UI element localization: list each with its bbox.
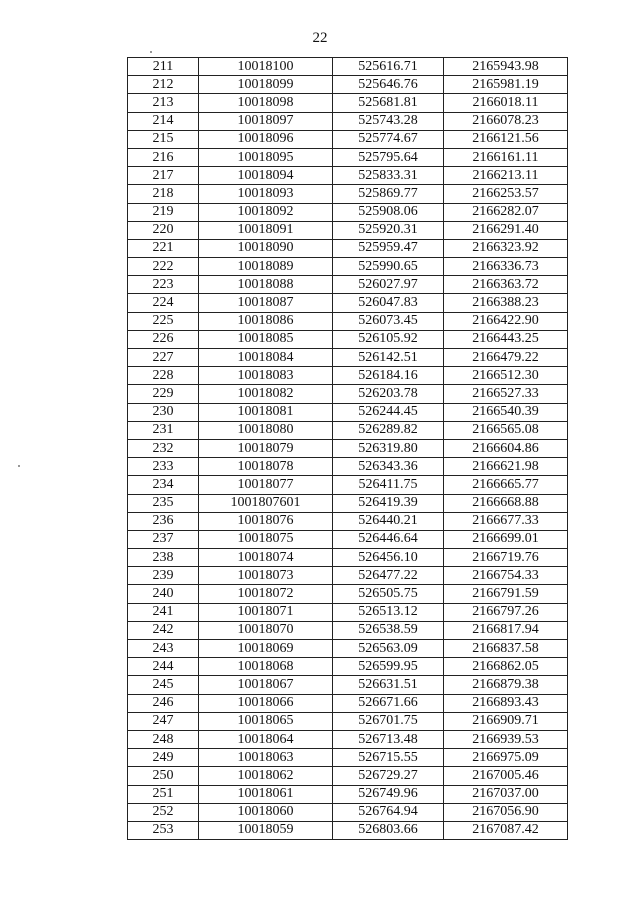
point-id-cell: 10018067	[199, 676, 333, 694]
table-row	[128, 494, 568, 512]
x-coordinate-cell: 525990.65	[333, 258, 444, 276]
point-id-cell: 10018062	[199, 767, 333, 785]
point-number-cell: 211	[128, 58, 199, 76]
point-id-cell: 10018060	[199, 803, 333, 821]
point-id-cell: 10018072	[199, 585, 333, 603]
y-coordinate-cell: 2166719.76	[444, 549, 568, 567]
point-id-cell: 10018073	[199, 567, 333, 585]
x-coordinate-cell: 526715.55	[333, 749, 444, 767]
point-number-cell: 252	[128, 803, 199, 821]
point-id-cell: 10018086	[199, 312, 333, 330]
point-id-cell: 10018095	[199, 148, 333, 166]
x-coordinate-cell: 526184.16	[333, 367, 444, 385]
table-row	[128, 676, 568, 694]
table-row	[128, 767, 568, 785]
point-id-cell: 10018093	[199, 185, 333, 203]
scan-speck	[150, 51, 152, 53]
x-coordinate-cell: 525908.06	[333, 203, 444, 221]
point-id-cell: 10018083	[199, 367, 333, 385]
point-id-cell: 10018080	[199, 421, 333, 439]
point-number-cell: 246	[128, 694, 199, 712]
table-row	[128, 167, 568, 185]
y-coordinate-cell: 2167087.42	[444, 821, 568, 839]
table-row	[128, 458, 568, 476]
x-coordinate-cell: 526749.96	[333, 785, 444, 803]
x-coordinate-cell: 526803.66	[333, 821, 444, 839]
x-coordinate-cell: 526027.97	[333, 276, 444, 294]
point-number-cell: 229	[128, 385, 199, 403]
point-number-cell: 245	[128, 676, 199, 694]
point-id-cell: 10018092	[199, 203, 333, 221]
y-coordinate-cell: 2166121.56	[444, 130, 568, 148]
point-number-cell: 223	[128, 276, 199, 294]
table-row	[128, 658, 568, 676]
point-id-cell: 10018100	[199, 58, 333, 76]
x-coordinate-cell: 526764.94	[333, 803, 444, 821]
point-id-cell: 10018082	[199, 385, 333, 403]
scan-speck	[18, 465, 20, 467]
x-coordinate-cell: 525795.64	[333, 148, 444, 166]
table-row	[128, 603, 568, 621]
y-coordinate-cell: 2166668.88	[444, 494, 568, 512]
y-coordinate-cell: 2166323.92	[444, 239, 568, 257]
point-number-cell: 214	[128, 112, 199, 130]
point-number-cell: 213	[128, 94, 199, 112]
point-id-cell: 10018074	[199, 549, 333, 567]
x-coordinate-cell: 526319.80	[333, 439, 444, 457]
y-coordinate-cell: 2166677.33	[444, 512, 568, 530]
table-row	[128, 112, 568, 130]
table-row	[128, 512, 568, 530]
table-row	[128, 330, 568, 348]
y-coordinate-cell: 2166893.43	[444, 694, 568, 712]
x-coordinate-cell: 526631.51	[333, 676, 444, 694]
point-number-cell: 253	[128, 821, 199, 839]
table-row	[128, 749, 568, 767]
point-number-cell: 241	[128, 603, 199, 621]
point-id-cell: 10018064	[199, 730, 333, 748]
point-number-cell: 233	[128, 458, 199, 476]
table-row	[128, 421, 568, 439]
point-number-cell: 221	[128, 239, 199, 257]
point-number-cell: 250	[128, 767, 199, 785]
x-coordinate-cell: 525646.76	[333, 76, 444, 94]
y-coordinate-cell: 2166909.71	[444, 712, 568, 730]
point-number-cell: 217	[128, 167, 199, 185]
x-coordinate-cell: 525920.31	[333, 221, 444, 239]
x-coordinate-cell: 525774.67	[333, 130, 444, 148]
table-row	[128, 730, 568, 748]
point-number-cell: 216	[128, 148, 199, 166]
point-id-cell: 10018087	[199, 294, 333, 312]
table-row	[128, 367, 568, 385]
point-number-cell: 225	[128, 312, 199, 330]
x-coordinate-cell: 526073.45	[333, 312, 444, 330]
x-coordinate-cell: 526477.22	[333, 567, 444, 585]
x-coordinate-cell: 526446.64	[333, 530, 444, 548]
point-number-cell: 240	[128, 585, 199, 603]
table-row	[128, 567, 568, 585]
y-coordinate-cell: 2166565.08	[444, 421, 568, 439]
point-number-cell: 230	[128, 403, 199, 421]
table-row	[128, 585, 568, 603]
point-number-cell: 237	[128, 530, 199, 548]
table-row	[128, 185, 568, 203]
x-coordinate-cell: 526513.12	[333, 603, 444, 621]
x-coordinate-cell: 526411.75	[333, 476, 444, 494]
page-number: 22	[312, 30, 328, 46]
point-number-cell: 227	[128, 349, 199, 367]
x-coordinate-cell: 526671.66	[333, 694, 444, 712]
y-coordinate-cell: 2166512.30	[444, 367, 568, 385]
y-coordinate-cell: 2166479.22	[444, 349, 568, 367]
y-coordinate-cell: 2166665.77	[444, 476, 568, 494]
point-number-cell: 238	[128, 549, 199, 567]
table-row	[128, 130, 568, 148]
table-row	[128, 530, 568, 548]
x-coordinate-cell: 526142.51	[333, 349, 444, 367]
point-id-cell: 10018098	[199, 94, 333, 112]
point-number-cell: 244	[128, 658, 199, 676]
y-coordinate-cell: 2166837.58	[444, 640, 568, 658]
point-id-cell: 10018078	[199, 458, 333, 476]
x-coordinate-cell: 526563.09	[333, 640, 444, 658]
point-number-cell: 224	[128, 294, 199, 312]
x-coordinate-cell: 525959.47	[333, 239, 444, 257]
table-row	[128, 712, 568, 730]
y-coordinate-cell: 2166422.90	[444, 312, 568, 330]
point-number-cell: 228	[128, 367, 199, 385]
point-number-cell: 215	[128, 130, 199, 148]
point-id-cell: 10018061	[199, 785, 333, 803]
y-coordinate-cell: 2166817.94	[444, 621, 568, 639]
point-id-cell: 10018081	[199, 403, 333, 421]
y-coordinate-cell: 2166336.73	[444, 258, 568, 276]
x-coordinate-cell: 526289.82	[333, 421, 444, 439]
point-number-cell: 243	[128, 640, 199, 658]
point-id-cell: 10018085	[199, 330, 333, 348]
point-id-cell: 10018070	[199, 621, 333, 639]
y-coordinate-cell: 2166291.40	[444, 221, 568, 239]
point-number-cell: 235	[128, 494, 199, 512]
x-coordinate-cell: 525681.81	[333, 94, 444, 112]
y-coordinate-cell: 2166621.98	[444, 458, 568, 476]
table-row	[128, 148, 568, 166]
y-coordinate-cell: 2166363.72	[444, 276, 568, 294]
point-number-cell: 212	[128, 76, 199, 94]
y-coordinate-cell: 2166527.33	[444, 385, 568, 403]
point-number-cell: 247	[128, 712, 199, 730]
y-coordinate-cell: 2167005.46	[444, 767, 568, 785]
table-row	[128, 203, 568, 221]
point-id-cell: 10018068	[199, 658, 333, 676]
point-number-cell: 226	[128, 330, 199, 348]
point-id-cell: 10018065	[199, 712, 333, 730]
point-id-cell: 10018066	[199, 694, 333, 712]
x-coordinate-cell: 525869.77	[333, 185, 444, 203]
point-id-cell: 10018097	[199, 112, 333, 130]
point-number-cell: 232	[128, 439, 199, 457]
y-coordinate-cell: 2167037.00	[444, 785, 568, 803]
table-row	[128, 640, 568, 658]
x-coordinate-cell: 526505.75	[333, 585, 444, 603]
x-coordinate-cell: 526343.36	[333, 458, 444, 476]
coordinates-table	[127, 57, 568, 840]
x-coordinate-cell: 526729.27	[333, 767, 444, 785]
y-coordinate-cell: 2165943.98	[444, 58, 568, 76]
x-coordinate-cell: 526713.48	[333, 730, 444, 748]
y-coordinate-cell: 2166161.11	[444, 148, 568, 166]
x-coordinate-cell: 525833.31	[333, 167, 444, 185]
y-coordinate-cell: 2166078.23	[444, 112, 568, 130]
point-number-cell: 220	[128, 221, 199, 239]
y-coordinate-cell: 2166253.57	[444, 185, 568, 203]
point-number-cell: 248	[128, 730, 199, 748]
x-coordinate-cell: 526244.45	[333, 403, 444, 421]
point-id-cell: 10018096	[199, 130, 333, 148]
y-coordinate-cell: 2166018.11	[444, 94, 568, 112]
point-id-cell: 10018071	[199, 603, 333, 621]
x-coordinate-cell: 526203.78	[333, 385, 444, 403]
y-coordinate-cell: 2166939.53	[444, 730, 568, 748]
point-number-cell: 242	[128, 621, 199, 639]
x-coordinate-cell: 526701.75	[333, 712, 444, 730]
table-row	[128, 294, 568, 312]
table-row	[128, 94, 568, 112]
table-row	[128, 76, 568, 94]
y-coordinate-cell: 2167056.90	[444, 803, 568, 821]
y-coordinate-cell: 2166388.23	[444, 294, 568, 312]
table-row	[128, 276, 568, 294]
point-number-cell: 222	[128, 258, 199, 276]
point-id-cell: 10018088	[199, 276, 333, 294]
y-coordinate-cell: 2166699.01	[444, 530, 568, 548]
table-row	[128, 821, 568, 839]
y-coordinate-cell: 2166791.59	[444, 585, 568, 603]
point-number-cell: 231	[128, 421, 199, 439]
point-id-cell: 10018077	[199, 476, 333, 494]
y-coordinate-cell: 2166604.86	[444, 439, 568, 457]
table-row	[128, 476, 568, 494]
table-row	[128, 694, 568, 712]
point-number-cell: 218	[128, 185, 199, 203]
y-coordinate-cell: 2166975.09	[444, 749, 568, 767]
table-row	[128, 58, 568, 76]
point-number-cell: 251	[128, 785, 199, 803]
point-id-cell: 10018076	[199, 512, 333, 530]
y-coordinate-cell: 2166443.25	[444, 330, 568, 348]
point-id-cell: 10018084	[199, 349, 333, 367]
x-coordinate-cell: 526456.10	[333, 549, 444, 567]
x-coordinate-cell: 526440.21	[333, 512, 444, 530]
point-id-cell: 10018091	[199, 221, 333, 239]
y-coordinate-cell: 2166213.11	[444, 167, 568, 185]
point-number-cell: 249	[128, 749, 199, 767]
point-id-cell: 10018069	[199, 640, 333, 658]
point-id-cell: 1001807601	[199, 494, 333, 512]
point-number-cell: 234	[128, 476, 199, 494]
table-row	[128, 803, 568, 821]
point-number-cell: 236	[128, 512, 199, 530]
y-coordinate-cell: 2166879.38	[444, 676, 568, 694]
y-coordinate-cell: 2166862.05	[444, 658, 568, 676]
coordinates-table-body	[128, 58, 568, 840]
x-coordinate-cell: 525616.71	[333, 58, 444, 76]
x-coordinate-cell: 526599.95	[333, 658, 444, 676]
x-coordinate-cell: 526419.39	[333, 494, 444, 512]
x-coordinate-cell: 526538.59	[333, 621, 444, 639]
table-row	[128, 221, 568, 239]
table-row	[128, 549, 568, 567]
point-id-cell: 10018063	[199, 749, 333, 767]
point-id-cell: 10018075	[199, 530, 333, 548]
point-number-cell: 219	[128, 203, 199, 221]
y-coordinate-cell: 2166754.33	[444, 567, 568, 585]
point-id-cell: 10018099	[199, 76, 333, 94]
table-row	[128, 349, 568, 367]
table-row	[128, 385, 568, 403]
table-row	[128, 439, 568, 457]
point-id-cell: 10018090	[199, 239, 333, 257]
point-id-cell: 10018089	[199, 258, 333, 276]
y-coordinate-cell: 2166797.26	[444, 603, 568, 621]
x-coordinate-cell: 526105.92	[333, 330, 444, 348]
point-id-cell: 10018094	[199, 167, 333, 185]
y-coordinate-cell: 2165981.19	[444, 76, 568, 94]
y-coordinate-cell: 2166282.07	[444, 203, 568, 221]
table-row	[128, 239, 568, 257]
table-row	[128, 312, 568, 330]
x-coordinate-cell: 525743.28	[333, 112, 444, 130]
x-coordinate-cell: 526047.83	[333, 294, 444, 312]
table-row	[128, 621, 568, 639]
point-id-cell: 10018059	[199, 821, 333, 839]
table-row	[128, 403, 568, 421]
table-row	[128, 785, 568, 803]
y-coordinate-cell: 2166540.39	[444, 403, 568, 421]
point-number-cell: 239	[128, 567, 199, 585]
table-row	[128, 258, 568, 276]
point-id-cell: 10018079	[199, 439, 333, 457]
